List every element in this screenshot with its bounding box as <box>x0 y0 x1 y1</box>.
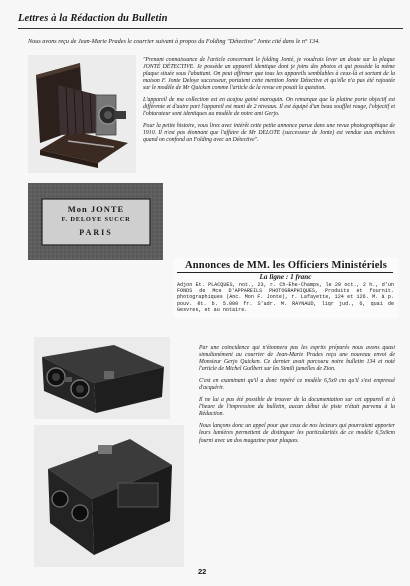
jumelle-camera-back-photo <box>34 425 184 567</box>
letter-text <box>143 57 395 150</box>
rubric-title: Lettres à la Rédaction du Bulletin <box>18 13 168 24</box>
folding-camera-photo <box>28 55 136 173</box>
letter-paragraph: Pour la petite histoire, vous lirez avec intérêt cette petite annonce parue dans une revue photographique de 1910. Il n'est pas étonnant que l'affaire de Mr DELOTE (successeur de Jonte) est vendue aux enchères quand on confond un Folding avec un Détective". <box>143 123 395 144</box>
annonce-subtitle: La ligne : 1 franc <box>259 273 312 281</box>
letter-paragraph: "Prenant connaissance de l'article concernant le folding Jonté, je voudrais lever un doute sur la plaque JONTÉ DÉTECTIVE. Je possède un appareil identique dont je joins des photos et qui possède la même plaque située sous l'abattant. On peut affirmer que tous les appareils semblables à ceux-là et sortant de la maison F. Jonte Deloye successeur, portaient cette mention Jonte Détective et qu'elle n'a pas été rajoutée sur le modèle de Mr Quicken comme l'article de la revue en posait la question. <box>143 57 395 92</box>
rubric-underline <box>18 28 403 29</box>
jumelle-camera-front-photo <box>34 337 170 419</box>
plaque-line-2: F. DELOYE SUCCR <box>61 216 131 223</box>
page-number: 22 <box>198 567 207 576</box>
maker-plaque-photo <box>28 183 163 260</box>
annonce-body: Adjon Et. PLACQUES, not., 23, r. Ch-Ehe-Champs, le 20 oct., 2 h., d'un FONDS de Mce D'APPAREILS PHOTOGRAPHIQUES, Produits et fournit. photographiques (Anc. Mon F. Jonte), r. Lafayette, 124 et 126. M. à p. pouv. êt. b. 5.000 fr. S'adr. M. RAYNAUD, liqr jud., 6, quai de Gesvres, et au notaire. <box>177 282 394 313</box>
followup-text <box>199 345 395 450</box>
plaque-line-3: PARIS <box>79 228 113 237</box>
followup-paragraph: Il ne lui a pas été possible de trouver de la documentation sur cet appareil et à l'heure de l'impression du bulletin, aucun début de piste n'était parvenu à la Rédaction. <box>199 397 395 418</box>
followup-paragraph: C'est en examinant qu'il a donc repéré ce modèle 6,5x9 cm qu'il s'est empressé d'acquérir. <box>199 378 395 392</box>
annonce-clipping <box>173 258 398 318</box>
letter-paragraph: L'appareil de ma collection est en acajou gainé maroquin. On remarque que la platine porte objectif est différente et d'autre part l'appareil est muni de 2 niveaux. Il est équipé d'un beau soufflet rouge, l'objectif et l'obturateur sont identiques au modèle de notre ami Gerjo. <box>143 97 395 118</box>
plaque-line-1: Mon JONTE <box>67 204 125 214</box>
intro-text: Nous avons reçu de Jean-Marie Prades le courrier suivant à propos du Folding "Détective" Jonte cité dans le n° 134. <box>28 38 320 45</box>
followup-paragraph: Par une coïncidence qui n'étonnera pas les esprits préparés nous avons quasi simultanément au courrier de Jean-Marie Prades reçu une nouveau envoi de Monsieur Gerjo Quicken. Ce dernier avait parcouru notre bulletin 134 et noté l'article de Michel Guilbert sur les Simili jumelles de Zion. <box>199 345 395 373</box>
followup-paragraph: Nous lançons donc un appel pour que ceux de nos lecteurs qui pourraient apporter leurs lumières permettent de distinguer les particularités de ce modèle 6,5x9cm fourni avec un dos magazine pour plaques. <box>199 423 395 444</box>
annonce-title: Annonces de MM. les Officiers Ministériels <box>184 260 388 271</box>
